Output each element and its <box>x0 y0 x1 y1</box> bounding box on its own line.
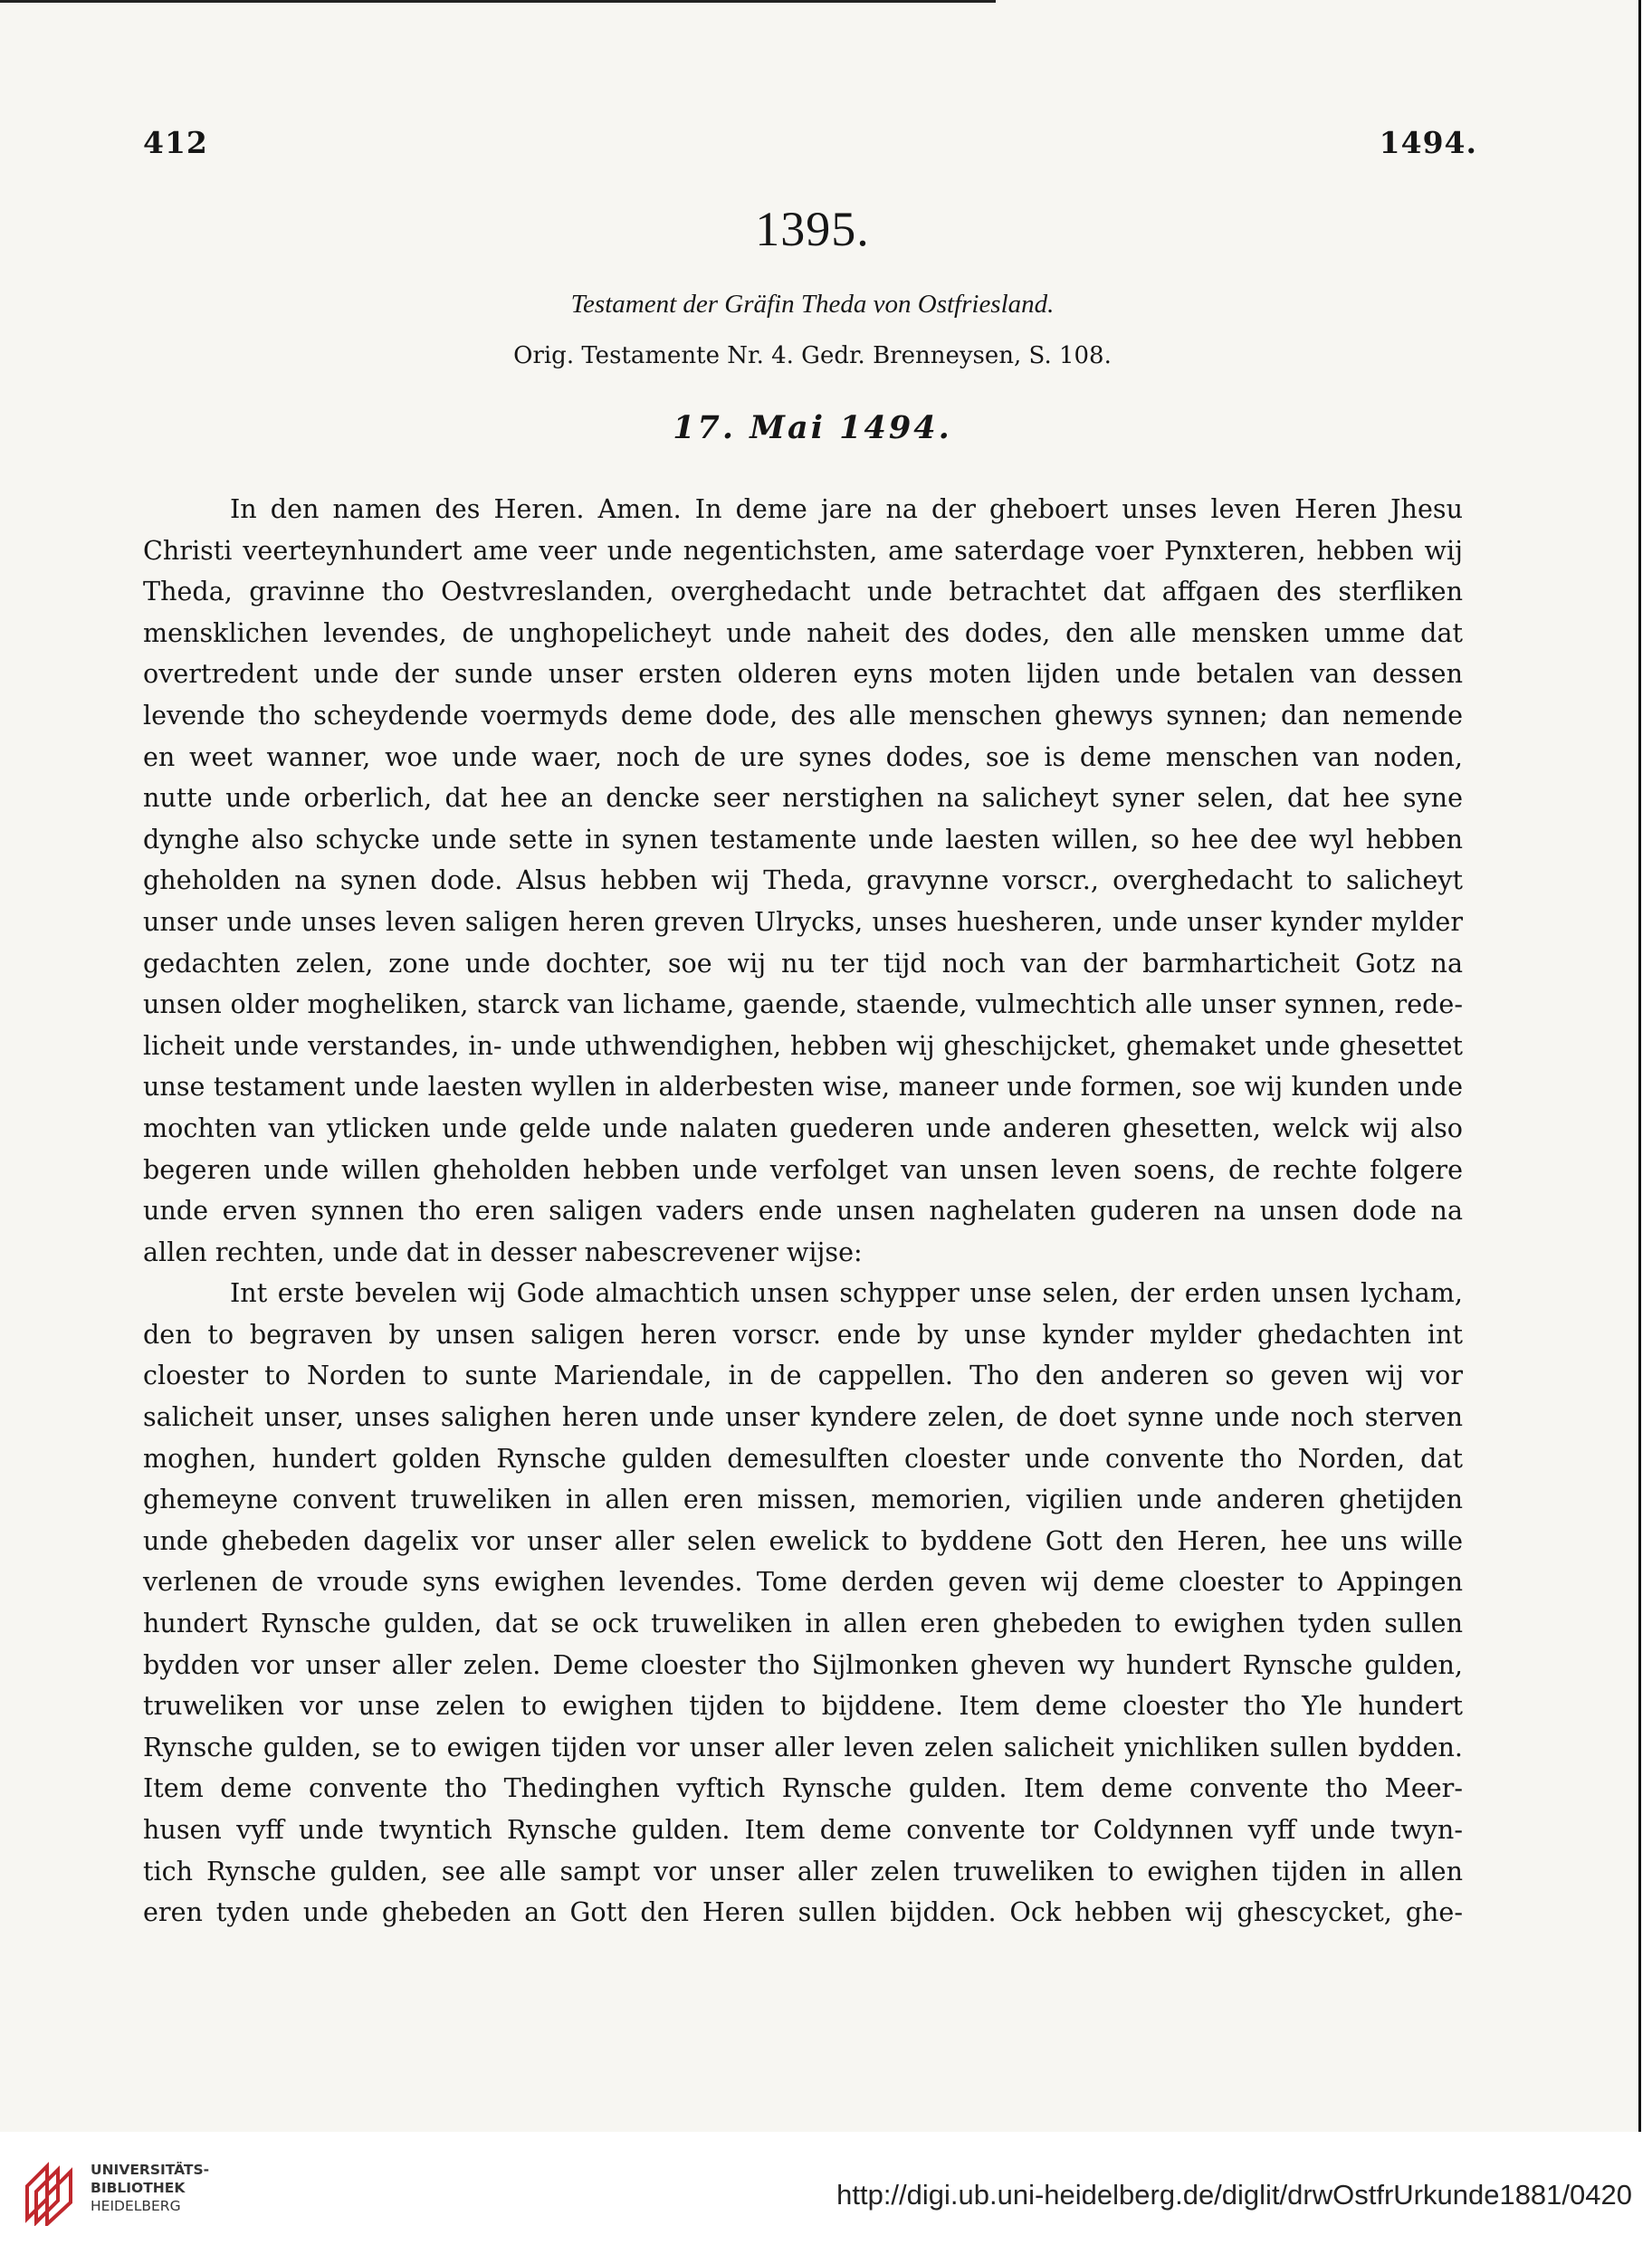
text-line: unse testament unde laesten wyllen in alderbesten wise, maneer unde formen, soe wij kunden unde <box>143 1071 1463 1103</box>
text-line: levende tho scheydende voermyds deme dode, des alle menschen ghewys synnen; dan nemende <box>143 699 1463 731</box>
text-line: Int erste bevelen wij Gode almachtich unsen schypper unse selen, der erden unsen lycham, <box>230 1277 1463 1309</box>
text-line: husen vyff unde twyntich Rynsche gulden. Item deme convente tor Coldynnen vyff unde twyn- <box>143 1814 1463 1845</box>
text-line: unde erven synnen tho eren saligen vaders ende unsen naghelaten guderen na unsen dode na <box>143 1195 1463 1227</box>
text-line: salicheit unser, unses salighen heren unde unser kyndere zelen, de doet synne unde noch sterven <box>143 1401 1463 1433</box>
library-name-line2: BIBLIOTHEK <box>91 2180 186 2196</box>
text-line: cloester to Norden to sunte Mariendale, in de cappellen. Tho den anderen so geven wij vor <box>143 1360 1463 1391</box>
text-line: en weet wanner, woe unde waer, noch de ure synes dodes, soe is deme menschen van noden, <box>143 740 1463 772</box>
document-date: 17. Mai 1494. <box>673 409 952 446</box>
library-name-line3: HEIDELBERG <box>91 2198 181 2214</box>
text-line: Rynsche gulden, se to ewigen tijden vor unser aller leven zelen salicheit ynichliken sullen bydden. <box>143 1731 1463 1762</box>
document-number: 1395. <box>755 202 870 256</box>
text-line: nutte unde orberlich, dat hee an dencke seer nerstighen na salicheyt syner selen, dat hee syne <box>143 782 1463 814</box>
page-number: 412 <box>143 125 208 160</box>
text-line: unser unde unses leven saligen heren greven Ulrycks, unses huesheren, unde unser kynder mylder <box>143 905 1463 937</box>
text-line: mensklichen levendes, de unghopelicheyt unde naheit des dodes, den alle mensken umme dat <box>143 616 1463 648</box>
library-name <box>91 2161 209 2215</box>
text-line: unde ghebeden dagelix vor unser aller selen ewelick to byddene Gott den Heren, hee uns wille <box>143 1524 1463 1556</box>
library-name-line1: UNIVERSITÄTS- <box>91 2162 210 2178</box>
body-text <box>143 489 1463 1934</box>
text-line: begeren unde willen gheholden hebben unde verfolget van unsen leven soens, de rechte folgere <box>143 1153 1463 1185</box>
text-line: gedachten zelen, zone unde dochter, soe wij nu ter tijd noch van der barmharticheit Gotz na <box>143 947 1463 979</box>
text-line: unsen older mogheliken, starck van lichame, gaende, staende, vulmechtich alle unser synnen, rede- <box>143 989 1463 1020</box>
text-line: In den namen des Heren. Amen. In deme jare na der gheboert unses leven Heren Jhesu <box>230 493 1463 524</box>
text-line: Theda, gravinne tho Oestvreslanden, overghedacht unde betrachtet dat affgaen des sterfliken <box>143 576 1463 607</box>
text-line: Item deme convente tho Thedinghen vyftich Rynsche gulden. Item deme convente tho Meer- <box>143 1772 1463 1804</box>
document-source: Orig. Testamente Nr. 4. Gedr. Brenneysen, S. 108. <box>513 342 1112 369</box>
text-line: allen rechten, unde dat in desser nabescrevener wijse: <box>143 1236 863 1267</box>
text-line: tich Rynsche gulden, see alle sampt vor unser aller zelen truweliken to ewighen tijden in allen <box>143 1855 1463 1886</box>
text-line: licheit unde verstandes, in- unde uthwendighen, hebben wij gheschijcket, ghemaket unde ghesettet <box>143 1029 1463 1061</box>
text-line: truweliken vor unse zelen to ewighen tijden to bijddene. Item deme cloester tho Yle hundert <box>143 1690 1463 1722</box>
source-url-link[interactable]: http://digi.ub.uni-heidelberg.de/diglit/drwOstfrUrkunde1881/0420 <box>836 2179 1632 2211</box>
text-line: hundert Rynsche gulden, dat se ock truweliken in allen eren ghebeden to ewighen tyden sullen <box>143 1608 1463 1639</box>
text-line: overtredent unde der sunde unser ersten olderen eyns moten lijden unde betalen van dessen <box>143 658 1463 690</box>
text-line: verlenen de vroude syns ewighen levendes. Tome derden geven wij deme cloester to Appingen <box>143 1566 1463 1598</box>
text-line: ghemeyne convent truweliken in allen eren missen, memorien, vigilien unde anderen ghetijden <box>143 1484 1463 1515</box>
library-logo-icon <box>20 2152 83 2226</box>
text-line: mochten van ytlicken unde gelde unde nalaten guederen unde anderen ghesetten, welck wij also <box>143 1112 1463 1143</box>
text-line: moghen, hundert golden Rynsche gulden demesulften cloester unde convente tho Norden, dat <box>143 1442 1463 1474</box>
text-line: bydden vor unser aller zelen. Deme cloester tho Sijlmonken gheven wy hundert Rynsche gulden, <box>143 1648 1463 1680</box>
document-title: Testament der Gräfin Theda von Ostfriesland. <box>570 290 1055 319</box>
text-line: dynghe also schycke unde sette in synen testamente unde laesten willen, so hee dee wyl hebben <box>143 823 1463 855</box>
text-line: Christi veerteynhundert ame veer unde negentichsten, ame saterdage voer Pynxteren, hebben wij <box>143 534 1463 566</box>
text-line: gheholden na synen dode. Alsus hebben wij Theda, gravynne vorscr., overghedacht to salicheyt <box>143 864 1463 896</box>
text-line: eren tyden unde ghebeden an Gott den Heren sullen bijdden. Ock hebben wij ghescycket, ghe- <box>143 1896 1463 1928</box>
text-line: den to begraven by unsen saligen heren vorscr. ende by unse kynder mylder ghedachten int <box>143 1318 1463 1350</box>
scan-edge-line <box>0 0 996 3</box>
running-head-year: 1494. <box>1379 125 1477 160</box>
footer-bar <box>0 2132 1652 2254</box>
